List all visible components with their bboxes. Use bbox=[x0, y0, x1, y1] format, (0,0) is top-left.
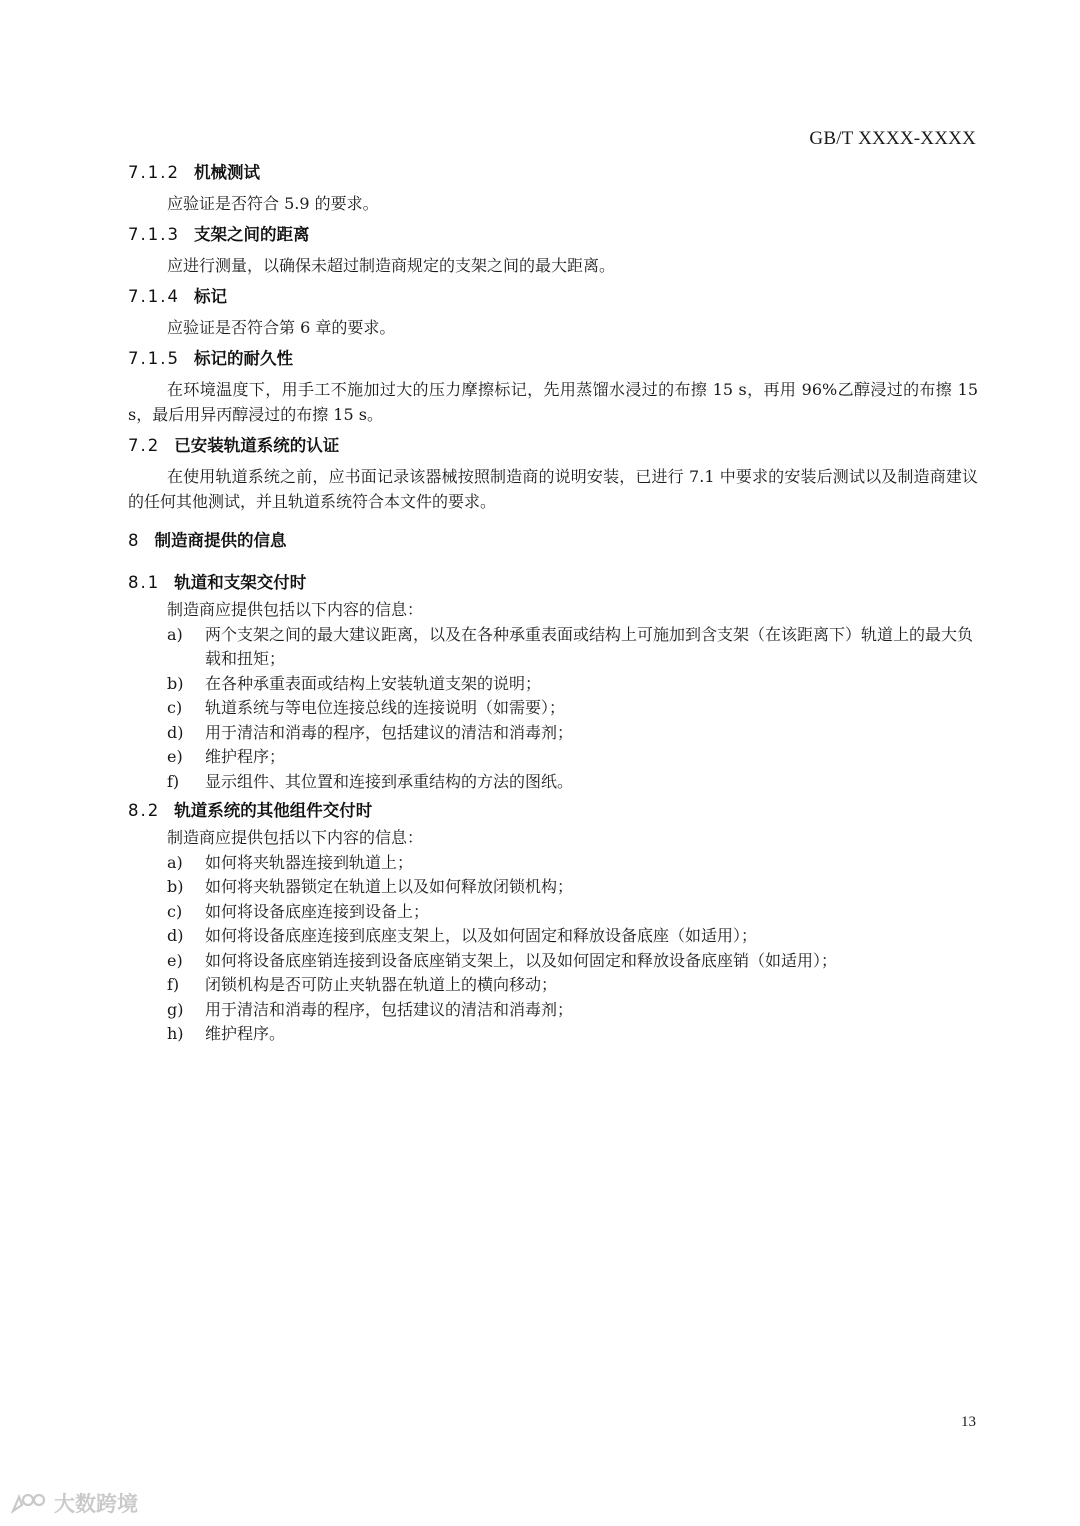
section-paragraph: 在使用轨道系统之前，应书面记录该器械按照制造商的说明安装，已进行 7.1 中要求的安装后测试以及制造商建议的任何其他测试，并且轨道系统符合本文件的要求。 bbox=[128, 467, 978, 511]
info-list bbox=[128, 623, 978, 795]
list-marker: d) bbox=[167, 722, 184, 742]
section-number: 8.2 bbox=[128, 801, 161, 820]
section-title: 标记 bbox=[193, 287, 227, 306]
list-item-text: 维护程序。 bbox=[205, 1024, 286, 1043]
list-item-text: 闭锁机构是否可防止夹轨器在轨道上的横向移动； bbox=[205, 975, 558, 994]
list-item bbox=[128, 851, 978, 876]
section-title: 已安装轨道系统的认证 bbox=[174, 436, 340, 455]
section-paragraph: 应验证是否符合第 6 章的要求。 bbox=[167, 318, 396, 337]
list-item-text: 如何将夹轨器连接到轨道上； bbox=[205, 852, 414, 872]
list-item bbox=[128, 924, 978, 949]
section-8-2 bbox=[128, 798, 978, 1047]
section-number: 8.1 bbox=[128, 573, 161, 592]
section-heading bbox=[128, 346, 978, 372]
info-list bbox=[128, 851, 978, 1047]
section-title: 轨道系统的其他组件交付时 bbox=[174, 801, 373, 820]
list-item bbox=[128, 949, 978, 974]
section-paragraph: 在环境温度下，用手工不施加过大的压力摩擦标记，先用蒸馏水浸过的布擦 15 s，再用 96%乙醇浸过的布擦 15 s，最后用异丙醇浸过的布擦 15 s。 bbox=[128, 380, 978, 424]
list-item bbox=[128, 1022, 978, 1047]
section-number: 7.1.3 bbox=[128, 225, 180, 244]
list-item-text: 用于清洁和消毒的程序，包括建议的清洁和消毒剂； bbox=[205, 999, 574, 1019]
list-item-text: 轨道系统与等电位连接总线的连接说明（如需要）； bbox=[205, 698, 566, 717]
list-item-text: 维护程序； bbox=[205, 747, 286, 766]
list-intro: 制造商应提供包括以下内容的信息： bbox=[167, 600, 424, 619]
section-number: 7.1.5 bbox=[128, 349, 180, 368]
list-marker: a) bbox=[167, 852, 183, 872]
list-item bbox=[128, 770, 978, 795]
section-heading bbox=[128, 160, 978, 186]
list-item bbox=[128, 875, 978, 900]
section-7-1-2 bbox=[128, 160, 978, 216]
page-content bbox=[128, 160, 978, 1051]
section-number: 7.1.4 bbox=[128, 287, 180, 306]
list-item-text: 显示组件、其位置和连接到承重结构的方法的图纸。 bbox=[205, 771, 574, 791]
watermark-logo-icon bbox=[10, 1491, 48, 1515]
section-number: 7.1.2 bbox=[128, 163, 180, 182]
list-item bbox=[128, 900, 978, 925]
section-paragraph: 应进行测量，以确保未超过制造商规定的支架之间的最大距离。 bbox=[167, 256, 616, 275]
list-item bbox=[128, 696, 978, 721]
list-item-text: 在各种承重表面或结构上安装轨道支架的说明； bbox=[205, 673, 542, 693]
chapter-title: 制造商提供的信息 bbox=[154, 531, 287, 550]
section-number: 7.2 bbox=[128, 436, 161, 455]
section-heading bbox=[128, 222, 978, 248]
list-intro: 制造商应提供包括以下内容的信息： bbox=[167, 828, 424, 847]
section-title: 机械测试 bbox=[193, 163, 260, 182]
section-heading bbox=[128, 433, 978, 459]
section-7-2 bbox=[128, 433, 978, 514]
list-marker: h) bbox=[167, 1024, 184, 1043]
section-7-1-3 bbox=[128, 222, 978, 278]
list-marker: d) bbox=[167, 926, 184, 945]
section-title: 支架之间的距离 bbox=[193, 225, 310, 244]
list-marker: b) bbox=[167, 673, 184, 693]
section-7-1-4 bbox=[128, 284, 978, 340]
list-marker: f) bbox=[167, 771, 180, 791]
list-item bbox=[128, 672, 978, 697]
list-item-text: 用于清洁和消毒的程序，包括建议的清洁和消毒剂； bbox=[205, 722, 574, 742]
list-item bbox=[128, 721, 978, 746]
list-item bbox=[128, 745, 978, 770]
list-item bbox=[128, 623, 978, 672]
list-marker: b) bbox=[167, 877, 184, 896]
list-item-text: 两个支架之间的最大建议距离，以及在各种承重表面或结构上可施加到含支架（在该距离下）轨道上的最大负载和扭矩； bbox=[205, 624, 974, 668]
list-item bbox=[128, 998, 978, 1023]
section-8-1 bbox=[128, 570, 978, 794]
standard-code: GB/T XXXX-XXXX bbox=[809, 128, 976, 149]
list-marker: c) bbox=[167, 698, 183, 717]
section-heading bbox=[128, 798, 978, 824]
list-item-text: 如何将夹轨器锁定在轨道上以及如何释放闭锁机构； bbox=[205, 877, 574, 896]
list-item-text: 如何将设备底座销连接到设备底座销支架上，以及如何固定和释放设备底座销（如适用）； bbox=[205, 950, 838, 970]
chapter-heading bbox=[128, 528, 978, 554]
watermark-text: 大数跨境 bbox=[54, 1492, 138, 1516]
list-item bbox=[128, 973, 978, 998]
section-paragraph: 应验证是否符合 5.9 的要求。 bbox=[167, 194, 379, 213]
section-heading bbox=[128, 570, 978, 596]
section-heading bbox=[128, 284, 978, 310]
list-item-text: 如何将设备底座连接到设备上； bbox=[205, 901, 430, 921]
section-title: 轨道和支架交付时 bbox=[174, 573, 307, 592]
list-marker: e) bbox=[167, 747, 183, 766]
list-item-text: 如何将设备底座连接到底座支架上，以及如何固定和释放设备底座（如适用）； bbox=[205, 926, 758, 945]
section-title: 标记的耐久性 bbox=[193, 349, 293, 368]
list-marker: e) bbox=[167, 950, 183, 970]
page-number: 13 bbox=[961, 1414, 976, 1430]
chapter-number: 8 bbox=[128, 531, 139, 550]
list-marker: f) bbox=[167, 975, 180, 994]
watermark bbox=[10, 1488, 138, 1518]
list-marker: g) bbox=[167, 999, 184, 1019]
list-marker: c) bbox=[167, 901, 183, 921]
section-7-1-5 bbox=[128, 346, 978, 427]
list-marker: a) bbox=[167, 624, 183, 644]
